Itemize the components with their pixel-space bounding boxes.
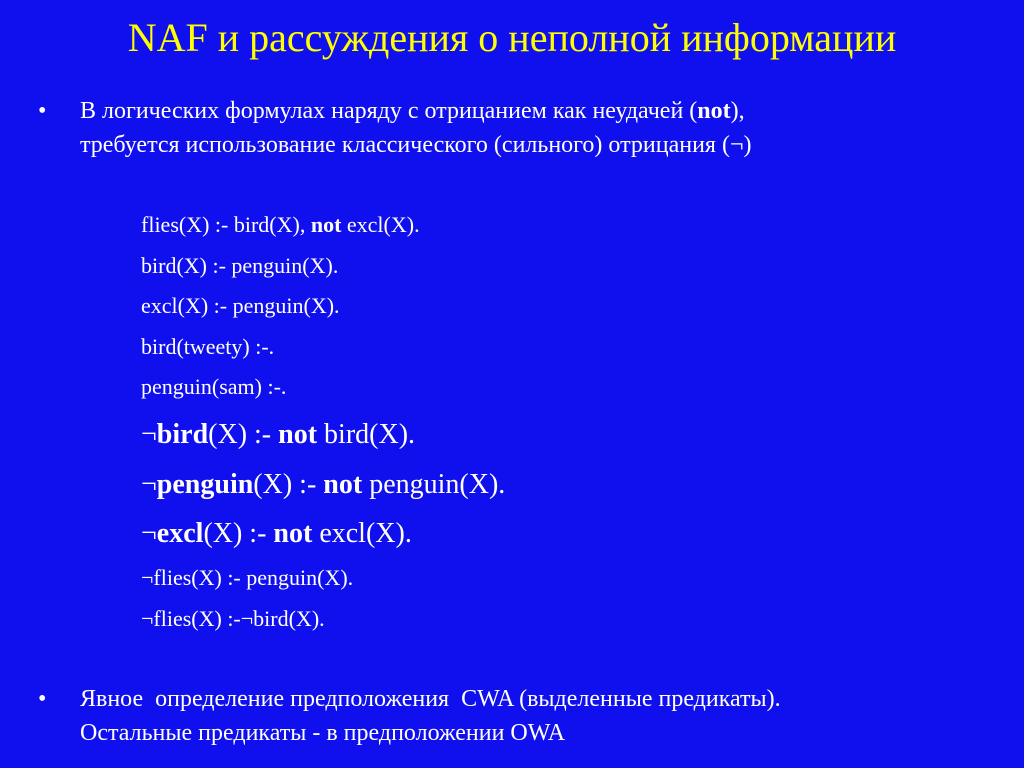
bullet-marker: • [38, 686, 47, 712]
code-line [141, 417, 415, 453]
bullet-line: требуется использование классического (сильного) отрицания (¬) [80, 132, 752, 158]
bullet-item-cwa [38, 682, 998, 750]
code-fragment: (X) :- [208, 419, 279, 450]
keyword-not: not [273, 518, 313, 549]
bullet-text [80, 94, 980, 162]
code-fragment: ¬ [141, 518, 157, 549]
code-line: ¬flies(X) :- penguin(X). [141, 565, 354, 590]
code-line [141, 467, 505, 503]
predicate-name: bird [156, 419, 209, 450]
text-fragment: В логических формулах наряду с отрицанием как неудачей ( [80, 98, 698, 124]
code-line [141, 210, 420, 240]
keyword-not: not [310, 212, 342, 237]
predicate-name: excl [156, 518, 204, 549]
code-line [141, 516, 412, 552]
code-fragment: (X) :- [203, 518, 274, 549]
text-fragment: ), [730, 98, 745, 124]
bullet-text [80, 682, 980, 750]
code-fragment: excl(X). [341, 212, 420, 237]
code-fragment: bird(X). [317, 419, 416, 450]
code-line: ¬flies(X) :-¬bird(X). [141, 606, 325, 631]
slide-title: NAF и рассуждения о неполной информации [127, 15, 897, 60]
keyword-not: not [323, 469, 363, 500]
bullet-line: Явное определение предположения CWA (выделенные предикаты). [80, 686, 781, 712]
code-line: penguin(sam) :-. [141, 374, 287, 399]
code-fragment: ¬ [141, 469, 157, 500]
bullet-line: Остальные предикаты - в предположении OWA [80, 720, 566, 746]
code-line: bird(tweety) :-. [141, 334, 275, 359]
code-fragment: ¬ [141, 419, 157, 450]
code-fragment: penguin(X). [362, 469, 506, 500]
bullet-item-naf [38, 94, 998, 162]
keyword-not: not [278, 419, 318, 450]
code-line: excl(X) :- penguin(X). [141, 293, 340, 318]
code-fragment: excl(X). [312, 518, 412, 549]
code-fragment: flies(X) :- bird(X), [141, 212, 311, 237]
bullet-line [80, 94, 980, 128]
predicate-name: penguin [156, 469, 254, 500]
code-fragment: (X) :- [253, 469, 324, 500]
code-line: bird(X) :- penguin(X). [141, 253, 339, 278]
bullet-marker: • [38, 98, 47, 124]
keyword-not: not [697, 98, 731, 124]
